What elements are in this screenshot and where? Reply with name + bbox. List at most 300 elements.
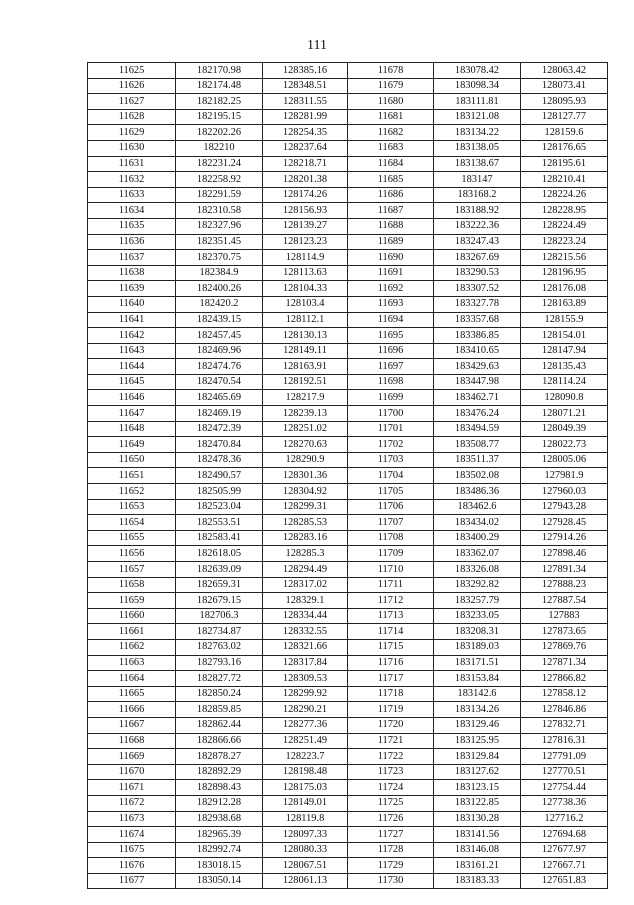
x-coordinate-cell: 182469.19 bbox=[176, 406, 263, 422]
point-id-cell: 11726 bbox=[348, 811, 434, 827]
y-coordinate-cell: 128277.36 bbox=[263, 717, 348, 733]
y-coordinate-cell: 128311.55 bbox=[263, 94, 348, 110]
y-coordinate-cell: 128299.31 bbox=[263, 499, 348, 515]
table-row bbox=[88, 577, 608, 593]
table-row bbox=[88, 655, 608, 671]
x-coordinate-cell: 183127.62 bbox=[434, 764, 521, 780]
point-id-cell: 11680 bbox=[348, 94, 434, 110]
x-coordinate-cell: 183123.15 bbox=[434, 780, 521, 796]
x-coordinate-cell: 182505.99 bbox=[176, 484, 263, 500]
table-row bbox=[88, 717, 608, 733]
point-id-cell: 11642 bbox=[88, 328, 176, 344]
point-id-cell: 11650 bbox=[88, 452, 176, 468]
point-id-cell: 11629 bbox=[88, 125, 176, 141]
point-id-cell: 11632 bbox=[88, 172, 176, 188]
y-coordinate-cell: 128097.33 bbox=[263, 827, 348, 843]
point-id-cell: 11728 bbox=[348, 842, 434, 858]
table-row bbox=[88, 359, 608, 375]
table-row bbox=[88, 811, 608, 827]
y-coordinate-cell: 127871.34 bbox=[521, 655, 608, 671]
point-id-cell: 11683 bbox=[348, 140, 434, 156]
x-coordinate-cell: 183130.28 bbox=[434, 811, 521, 827]
table-row bbox=[88, 94, 608, 110]
y-coordinate-cell: 128348.51 bbox=[263, 78, 348, 94]
y-coordinate-cell: 128317.02 bbox=[263, 577, 348, 593]
table-row bbox=[88, 546, 608, 562]
x-coordinate-cell: 183462.71 bbox=[434, 390, 521, 406]
y-coordinate-cell: 128156.93 bbox=[263, 203, 348, 219]
y-coordinate-cell: 128149.11 bbox=[263, 343, 348, 359]
y-coordinate-cell: 128175.03 bbox=[263, 780, 348, 796]
point-id-cell: 11634 bbox=[88, 203, 176, 219]
point-id-cell: 11702 bbox=[348, 437, 434, 453]
y-coordinate-cell: 128321.66 bbox=[263, 639, 348, 655]
x-coordinate-cell: 183362.07 bbox=[434, 546, 521, 562]
y-coordinate-cell: 128022.73 bbox=[521, 437, 608, 453]
point-id-cell: 11653 bbox=[88, 499, 176, 515]
x-coordinate-cell: 183141.56 bbox=[434, 827, 521, 843]
y-coordinate-cell: 128005.06 bbox=[521, 452, 608, 468]
x-coordinate-cell: 183222.36 bbox=[434, 218, 521, 234]
y-coordinate-cell: 128223.24 bbox=[521, 234, 608, 250]
point-id-cell: 11700 bbox=[348, 406, 434, 422]
y-coordinate-cell: 127898.46 bbox=[521, 546, 608, 562]
x-coordinate-cell: 182553.51 bbox=[176, 515, 263, 531]
x-coordinate-cell: 182420.2 bbox=[176, 296, 263, 312]
y-coordinate-cell: 127677.97 bbox=[521, 842, 608, 858]
x-coordinate-cell: 183462.6 bbox=[434, 499, 521, 515]
x-coordinate-cell: 182439.15 bbox=[176, 312, 263, 328]
table-row bbox=[88, 218, 608, 234]
point-id-cell: 11717 bbox=[348, 671, 434, 687]
table-row bbox=[88, 187, 608, 203]
point-id-cell: 11696 bbox=[348, 343, 434, 359]
table-row bbox=[88, 328, 608, 344]
y-coordinate-cell: 128228.95 bbox=[521, 203, 608, 219]
y-coordinate-cell: 128281.99 bbox=[263, 109, 348, 125]
y-coordinate-cell: 128192.51 bbox=[263, 374, 348, 390]
table-row bbox=[88, 406, 608, 422]
x-coordinate-cell: 183290.53 bbox=[434, 265, 521, 281]
x-coordinate-cell: 182618.05 bbox=[176, 546, 263, 562]
x-coordinate-cell: 183161.21 bbox=[434, 858, 521, 874]
x-coordinate-cell: 183511.37 bbox=[434, 452, 521, 468]
x-coordinate-cell: 182174.48 bbox=[176, 78, 263, 94]
x-coordinate-cell: 183138.67 bbox=[434, 156, 521, 172]
table-row bbox=[88, 437, 608, 453]
point-id-cell: 11658 bbox=[88, 577, 176, 593]
point-id-cell: 11643 bbox=[88, 343, 176, 359]
table-row bbox=[88, 593, 608, 609]
x-coordinate-cell: 182202.26 bbox=[176, 125, 263, 141]
point-id-cell: 11711 bbox=[348, 577, 434, 593]
point-id-cell: 11645 bbox=[88, 374, 176, 390]
x-coordinate-cell: 183050.14 bbox=[176, 873, 263, 889]
x-coordinate-cell: 182659.31 bbox=[176, 577, 263, 593]
x-coordinate-cell: 182912.28 bbox=[176, 795, 263, 811]
y-coordinate-cell: 128223.7 bbox=[263, 749, 348, 765]
y-coordinate-cell: 128304.92 bbox=[263, 484, 348, 500]
x-coordinate-cell: 183410.65 bbox=[434, 343, 521, 359]
table-row bbox=[88, 140, 608, 156]
point-id-cell: 11644 bbox=[88, 359, 176, 375]
x-coordinate-cell: 183326.08 bbox=[434, 562, 521, 578]
point-id-cell: 11657 bbox=[88, 562, 176, 578]
y-coordinate-cell: 127888.23 bbox=[521, 577, 608, 593]
x-coordinate-cell: 182490.57 bbox=[176, 468, 263, 484]
point-id-cell: 11720 bbox=[348, 717, 434, 733]
y-coordinate-cell: 128112.1 bbox=[263, 312, 348, 328]
point-id-cell: 11664 bbox=[88, 671, 176, 687]
y-coordinate-cell: 127694.68 bbox=[521, 827, 608, 843]
point-id-cell: 11686 bbox=[348, 187, 434, 203]
point-id-cell: 11687 bbox=[348, 203, 434, 219]
y-coordinate-cell: 128285.53 bbox=[263, 515, 348, 531]
point-id-cell: 11673 bbox=[88, 811, 176, 827]
y-coordinate-cell: 127981.9 bbox=[521, 468, 608, 484]
y-coordinate-cell: 127883 bbox=[521, 608, 608, 624]
x-coordinate-cell: 183134.22 bbox=[434, 125, 521, 141]
y-coordinate-cell: 128290.9 bbox=[263, 452, 348, 468]
table-row bbox=[88, 858, 608, 874]
point-id-cell: 11712 bbox=[348, 593, 434, 609]
y-coordinate-cell: 128210.41 bbox=[521, 172, 608, 188]
y-coordinate-cell: 128237.64 bbox=[263, 140, 348, 156]
x-coordinate-cell: 183125.95 bbox=[434, 733, 521, 749]
table-row bbox=[88, 686, 608, 702]
y-coordinate-cell: 127858.12 bbox=[521, 686, 608, 702]
point-id-cell: 11707 bbox=[348, 515, 434, 531]
y-coordinate-cell: 128301.36 bbox=[263, 468, 348, 484]
table-row bbox=[88, 764, 608, 780]
table-row bbox=[88, 639, 608, 655]
x-coordinate-cell: 183386.85 bbox=[434, 328, 521, 344]
y-coordinate-cell: 128103.4 bbox=[263, 296, 348, 312]
y-coordinate-cell: 128332.55 bbox=[263, 624, 348, 640]
point-id-cell: 11689 bbox=[348, 234, 434, 250]
point-id-cell: 11659 bbox=[88, 593, 176, 609]
y-coordinate-cell: 128049.39 bbox=[521, 421, 608, 437]
y-coordinate-cell: 128299.92 bbox=[263, 686, 348, 702]
x-coordinate-cell: 183183.33 bbox=[434, 873, 521, 889]
x-coordinate-cell: 183188.92 bbox=[434, 203, 521, 219]
coordinates-table-body bbox=[88, 63, 608, 889]
y-coordinate-cell: 128239.13 bbox=[263, 406, 348, 422]
x-coordinate-cell: 183233.05 bbox=[434, 608, 521, 624]
point-id-cell: 11627 bbox=[88, 94, 176, 110]
y-coordinate-cell: 128334.44 bbox=[263, 608, 348, 624]
table-row bbox=[88, 452, 608, 468]
point-id-cell: 11710 bbox=[348, 562, 434, 578]
y-coordinate-cell: 128113.63 bbox=[263, 265, 348, 281]
point-id-cell: 11697 bbox=[348, 359, 434, 375]
y-coordinate-cell: 128218.71 bbox=[263, 156, 348, 172]
y-coordinate-cell: 128073.41 bbox=[521, 78, 608, 94]
y-coordinate-cell: 128127.77 bbox=[521, 109, 608, 125]
x-coordinate-cell: 183327.78 bbox=[434, 296, 521, 312]
table-row bbox=[88, 125, 608, 141]
x-coordinate-cell: 183147 bbox=[434, 172, 521, 188]
y-coordinate-cell: 128061.13 bbox=[263, 873, 348, 889]
y-coordinate-cell: 127816.31 bbox=[521, 733, 608, 749]
y-coordinate-cell: 127738.36 bbox=[521, 795, 608, 811]
x-coordinate-cell: 183138.05 bbox=[434, 140, 521, 156]
table-row bbox=[88, 499, 608, 515]
point-id-cell: 11651 bbox=[88, 468, 176, 484]
y-coordinate-cell: 127791.09 bbox=[521, 749, 608, 765]
point-id-cell: 11661 bbox=[88, 624, 176, 640]
x-coordinate-cell: 182195.15 bbox=[176, 109, 263, 125]
point-id-cell: 11641 bbox=[88, 312, 176, 328]
point-id-cell: 11668 bbox=[88, 733, 176, 749]
x-coordinate-cell: 182523.04 bbox=[176, 499, 263, 515]
y-coordinate-cell: 128147.94 bbox=[521, 343, 608, 359]
y-coordinate-cell: 128254.35 bbox=[263, 125, 348, 141]
point-id-cell: 11671 bbox=[88, 780, 176, 796]
y-coordinate-cell: 128104.33 bbox=[263, 281, 348, 297]
y-coordinate-cell: 128090.8 bbox=[521, 390, 608, 406]
y-coordinate-cell: 128215.56 bbox=[521, 250, 608, 266]
x-coordinate-cell: 183153.84 bbox=[434, 671, 521, 687]
y-coordinate-cell: 128196.95 bbox=[521, 265, 608, 281]
x-coordinate-cell: 183508.77 bbox=[434, 437, 521, 453]
table-row bbox=[88, 624, 608, 640]
y-coordinate-cell: 128163.89 bbox=[521, 296, 608, 312]
point-id-cell: 11708 bbox=[348, 530, 434, 546]
y-coordinate-cell: 128095.93 bbox=[521, 94, 608, 110]
point-id-cell: 11706 bbox=[348, 499, 434, 515]
x-coordinate-cell: 182892.29 bbox=[176, 764, 263, 780]
point-id-cell: 11704 bbox=[348, 468, 434, 484]
x-coordinate-cell: 182866.66 bbox=[176, 733, 263, 749]
table-row bbox=[88, 702, 608, 718]
x-coordinate-cell: 182351.45 bbox=[176, 234, 263, 250]
point-id-cell: 11637 bbox=[88, 250, 176, 266]
point-id-cell: 11665 bbox=[88, 686, 176, 702]
coordinates-table bbox=[87, 62, 608, 889]
y-coordinate-cell: 128217.9 bbox=[263, 390, 348, 406]
y-coordinate-cell: 128139.27 bbox=[263, 218, 348, 234]
point-id-cell: 11690 bbox=[348, 250, 434, 266]
point-id-cell: 11646 bbox=[88, 390, 176, 406]
x-coordinate-cell: 182878.27 bbox=[176, 749, 263, 765]
y-coordinate-cell: 128283.16 bbox=[263, 530, 348, 546]
y-coordinate-cell: 128385.16 bbox=[263, 63, 348, 79]
x-coordinate-cell: 182182.25 bbox=[176, 94, 263, 110]
x-coordinate-cell: 182859.85 bbox=[176, 702, 263, 718]
x-coordinate-cell: 183146.08 bbox=[434, 842, 521, 858]
x-coordinate-cell: 182639.09 bbox=[176, 562, 263, 578]
table-row bbox=[88, 671, 608, 687]
y-coordinate-cell: 127770.51 bbox=[521, 764, 608, 780]
table-row bbox=[88, 63, 608, 79]
table-row bbox=[88, 265, 608, 281]
point-id-cell: 11693 bbox=[348, 296, 434, 312]
point-id-cell: 11677 bbox=[88, 873, 176, 889]
table-row bbox=[88, 780, 608, 796]
y-coordinate-cell: 128285.3 bbox=[263, 546, 348, 562]
table-row bbox=[88, 484, 608, 500]
x-coordinate-cell: 183171.51 bbox=[434, 655, 521, 671]
table-row bbox=[88, 109, 608, 125]
x-coordinate-cell: 183208.31 bbox=[434, 624, 521, 640]
y-coordinate-cell: 128159.6 bbox=[521, 125, 608, 141]
table-row bbox=[88, 562, 608, 578]
x-coordinate-cell: 182384.9 bbox=[176, 265, 263, 281]
point-id-cell: 11640 bbox=[88, 296, 176, 312]
x-coordinate-cell: 182470.84 bbox=[176, 437, 263, 453]
table-row bbox=[88, 515, 608, 531]
y-coordinate-cell: 128130.13 bbox=[263, 328, 348, 344]
y-coordinate-cell: 128176.65 bbox=[521, 140, 608, 156]
table-row bbox=[88, 421, 608, 437]
x-coordinate-cell: 183121.08 bbox=[434, 109, 521, 125]
x-coordinate-cell: 182457.45 bbox=[176, 328, 263, 344]
x-coordinate-cell: 182474.76 bbox=[176, 359, 263, 375]
point-id-cell: 11654 bbox=[88, 515, 176, 531]
x-coordinate-cell: 182469.96 bbox=[176, 343, 263, 359]
point-id-cell: 11674 bbox=[88, 827, 176, 843]
point-id-cell: 11666 bbox=[88, 702, 176, 718]
y-coordinate-cell: 128294.49 bbox=[263, 562, 348, 578]
y-coordinate-cell: 127960.03 bbox=[521, 484, 608, 500]
point-id-cell: 11676 bbox=[88, 858, 176, 874]
table-row bbox=[88, 343, 608, 359]
y-coordinate-cell: 128176.08 bbox=[521, 281, 608, 297]
y-coordinate-cell: 128114.9 bbox=[263, 250, 348, 266]
x-coordinate-cell: 182898.43 bbox=[176, 780, 263, 796]
x-coordinate-cell: 182472.39 bbox=[176, 421, 263, 437]
x-coordinate-cell: 183292.82 bbox=[434, 577, 521, 593]
point-id-cell: 11703 bbox=[348, 452, 434, 468]
x-coordinate-cell: 182793.16 bbox=[176, 655, 263, 671]
y-coordinate-cell: 128251.02 bbox=[263, 421, 348, 437]
x-coordinate-cell: 183189.03 bbox=[434, 639, 521, 655]
point-id-cell: 11681 bbox=[348, 109, 434, 125]
x-coordinate-cell: 183134.26 bbox=[434, 702, 521, 718]
point-id-cell: 11639 bbox=[88, 281, 176, 297]
table-row bbox=[88, 374, 608, 390]
table-row bbox=[88, 78, 608, 94]
y-coordinate-cell: 128063.42 bbox=[521, 63, 608, 79]
x-coordinate-cell: 183111.81 bbox=[434, 94, 521, 110]
point-id-cell: 11638 bbox=[88, 265, 176, 281]
table-row bbox=[88, 827, 608, 843]
y-coordinate-cell: 128114.24 bbox=[521, 374, 608, 390]
y-coordinate-cell: 127928.45 bbox=[521, 515, 608, 531]
point-id-cell: 11648 bbox=[88, 421, 176, 437]
table-row bbox=[88, 172, 608, 188]
point-id-cell: 11630 bbox=[88, 140, 176, 156]
y-coordinate-cell: 128224.49 bbox=[521, 218, 608, 234]
point-id-cell: 11715 bbox=[348, 639, 434, 655]
x-coordinate-cell: 182327.96 bbox=[176, 218, 263, 234]
y-coordinate-cell: 127754.44 bbox=[521, 780, 608, 796]
point-id-cell: 11694 bbox=[348, 312, 434, 328]
y-coordinate-cell: 128119.8 bbox=[263, 811, 348, 827]
x-coordinate-cell: 182310.58 bbox=[176, 203, 263, 219]
point-id-cell: 11667 bbox=[88, 717, 176, 733]
x-coordinate-cell: 182706.3 bbox=[176, 608, 263, 624]
y-coordinate-cell: 127832.71 bbox=[521, 717, 608, 733]
point-id-cell: 11722 bbox=[348, 749, 434, 765]
point-id-cell: 11684 bbox=[348, 156, 434, 172]
table-row bbox=[88, 608, 608, 624]
x-coordinate-cell: 183142.6 bbox=[434, 686, 521, 702]
y-coordinate-cell: 127887.54 bbox=[521, 593, 608, 609]
point-id-cell: 11713 bbox=[348, 608, 434, 624]
y-coordinate-cell: 128201.38 bbox=[263, 172, 348, 188]
table-row bbox=[88, 203, 608, 219]
y-coordinate-cell: 128251.49 bbox=[263, 733, 348, 749]
table-row bbox=[88, 733, 608, 749]
x-coordinate-cell: 182478.36 bbox=[176, 452, 263, 468]
table-row bbox=[88, 842, 608, 858]
point-id-cell: 11730 bbox=[348, 873, 434, 889]
y-coordinate-cell: 128329.1 bbox=[263, 593, 348, 609]
table-row bbox=[88, 312, 608, 328]
y-coordinate-cell: 128198.48 bbox=[263, 764, 348, 780]
x-coordinate-cell: 182827.72 bbox=[176, 671, 263, 687]
point-id-cell: 11649 bbox=[88, 437, 176, 453]
table-row bbox=[88, 795, 608, 811]
x-coordinate-cell: 182850.24 bbox=[176, 686, 263, 702]
x-coordinate-cell: 183257.79 bbox=[434, 593, 521, 609]
point-id-cell: 11729 bbox=[348, 858, 434, 874]
x-coordinate-cell: 183168.2 bbox=[434, 187, 521, 203]
x-coordinate-cell: 182734.87 bbox=[176, 624, 263, 640]
y-coordinate-cell: 127943.28 bbox=[521, 499, 608, 515]
y-coordinate-cell: 128155.9 bbox=[521, 312, 608, 328]
point-id-cell: 11724 bbox=[348, 780, 434, 796]
point-id-cell: 11688 bbox=[348, 218, 434, 234]
x-coordinate-cell: 182763.02 bbox=[176, 639, 263, 655]
point-id-cell: 11692 bbox=[348, 281, 434, 297]
x-coordinate-cell: 183486.36 bbox=[434, 484, 521, 500]
point-id-cell: 11670 bbox=[88, 764, 176, 780]
y-coordinate-cell: 128080.33 bbox=[263, 842, 348, 858]
x-coordinate-cell: 183129.84 bbox=[434, 749, 521, 765]
y-coordinate-cell: 127866.82 bbox=[521, 671, 608, 687]
y-coordinate-cell: 128149.01 bbox=[263, 795, 348, 811]
table-row bbox=[88, 749, 608, 765]
y-coordinate-cell: 128195.61 bbox=[521, 156, 608, 172]
point-id-cell: 11655 bbox=[88, 530, 176, 546]
point-id-cell: 11685 bbox=[348, 172, 434, 188]
y-coordinate-cell: 128123.23 bbox=[263, 234, 348, 250]
y-coordinate-cell: 127869.76 bbox=[521, 639, 608, 655]
point-id-cell: 11682 bbox=[348, 125, 434, 141]
point-id-cell: 11719 bbox=[348, 702, 434, 718]
x-coordinate-cell: 183078.42 bbox=[434, 63, 521, 79]
x-coordinate-cell: 183018.15 bbox=[176, 858, 263, 874]
x-coordinate-cell: 183307.52 bbox=[434, 281, 521, 297]
table-row bbox=[88, 873, 608, 889]
y-coordinate-cell: 128317.84 bbox=[263, 655, 348, 671]
point-id-cell: 11705 bbox=[348, 484, 434, 500]
y-coordinate-cell: 127846.86 bbox=[521, 702, 608, 718]
x-coordinate-cell: 182210 bbox=[176, 140, 263, 156]
y-coordinate-cell: 128224.26 bbox=[521, 187, 608, 203]
point-id-cell: 11727 bbox=[348, 827, 434, 843]
point-id-cell: 11678 bbox=[348, 63, 434, 79]
point-id-cell: 11631 bbox=[88, 156, 176, 172]
x-coordinate-cell: 183122.85 bbox=[434, 795, 521, 811]
table-row bbox=[88, 281, 608, 297]
x-coordinate-cell: 183247.43 bbox=[434, 234, 521, 250]
x-coordinate-cell: 183429.63 bbox=[434, 359, 521, 375]
y-coordinate-cell: 128071.21 bbox=[521, 406, 608, 422]
